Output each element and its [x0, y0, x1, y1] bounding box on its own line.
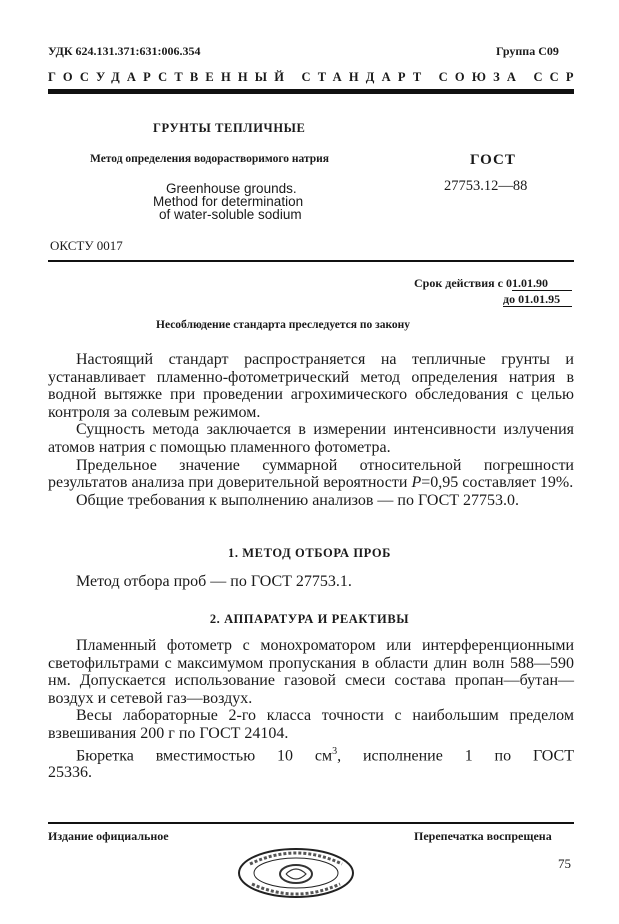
udk-code: УДК 624.131.371:631:006.354	[48, 44, 201, 58]
intro-paragraph-2: Сущность метода заключается в измерении интенсивности излучения атомов натрия с помощью пламенного фотометра.	[48, 421, 574, 456]
section2-paragraph-1: Пламенный фотометр с монохроматором или интерференционными светофильтрами с максимумом пропускания в области длин волн 588—590 нм. Допускается использование газовой смеси состава пропан—бутан—воздух и сетевой газ—воздух.	[48, 637, 574, 707]
section1-paragraph-1: Метод отбора проб — по ГОСТ 27753.1.	[76, 573, 352, 590]
section1-body	[48, 573, 574, 591]
state-standard-banner: ГОСУДАРСТВЕННЫЙ СТАНДАРТ СОЮЗА ССР	[48, 70, 581, 84]
intro-p3-text-b: =0,95 составляет 19%.	[421, 474, 574, 492]
reprint-prohibited: Перепечатка воспрещена	[414, 829, 552, 843]
validity-from: Срок действия с 01.01.90	[414, 276, 548, 290]
section2-p3-text-a: Бюретка вместимостью 10 см	[76, 746, 333, 764]
header-rule	[48, 89, 574, 94]
library-stamp-icon	[236, 846, 356, 900]
validity-to: до 01.01.95	[503, 292, 561, 306]
validity-underline-1	[512, 290, 572, 291]
cubic-superscript: 3	[332, 745, 338, 757]
english-title-line1: Greenhouse grounds.	[166, 181, 297, 196]
probability-symbol: P	[411, 474, 422, 492]
gost-number: 27753.12—88	[444, 178, 528, 194]
validity-underline-2	[503, 306, 572, 307]
section1-heading: 1. МЕТОД ОТБОРА ПРОБ	[227, 546, 392, 560]
english-title-line2: Method for determination	[153, 194, 304, 209]
document-title: ГРУНТЫ ТЕПЛИЧНЫЕ	[153, 121, 306, 135]
intro-p3-text-a: Предельное значение суммарной относительной погрешности результатов анализа при доверительной вероятности	[48, 456, 574, 492]
intro-body	[48, 351, 574, 509]
section2-paragraph-3	[48, 743, 574, 783]
section2-p3-text-b: , исполнение 1 по ГОСТ 25336.	[48, 746, 575, 782]
section2-paragraph-2: Весы лабораторные 2-го класса точности с наибольшим пределом взвешивания 200 г по ГОСТ 24104.	[48, 707, 574, 742]
section2-body	[48, 637, 574, 782]
section2-heading: 2. АППАРАТУРА И РЕАКТИВЫ	[209, 612, 410, 626]
group-code: Группа С09	[496, 44, 559, 58]
intro-paragraph-1: Настоящий стандарт распространяется на тепличные грунты и устанавливает пламенно-фотометрический метод определения натрия в водной вытяжке при проведении агрохимического обследования с целью контроля за солевым режимом.	[48, 351, 574, 421]
page-number: 75	[558, 856, 571, 871]
official-edition: Издание официальное	[48, 829, 169, 843]
document-subtitle: Метод определения водорастворимого натрия	[90, 153, 329, 165]
english-title-line3: of water-soluble sodium	[159, 207, 302, 222]
title-rule	[48, 260, 574, 262]
gost-label: ГОСТ	[470, 152, 516, 168]
okstu-code: ОКСТУ 0017	[50, 238, 123, 253]
intro-paragraph-3	[48, 457, 574, 492]
footer-rule	[48, 822, 574, 824]
legal-notice: Несоблюдение стандарта преследуется по закону	[156, 319, 411, 331]
intro-paragraph-4: Общие требования к выполнению анализов — по ГОСТ 27753.0.	[76, 491, 520, 509]
